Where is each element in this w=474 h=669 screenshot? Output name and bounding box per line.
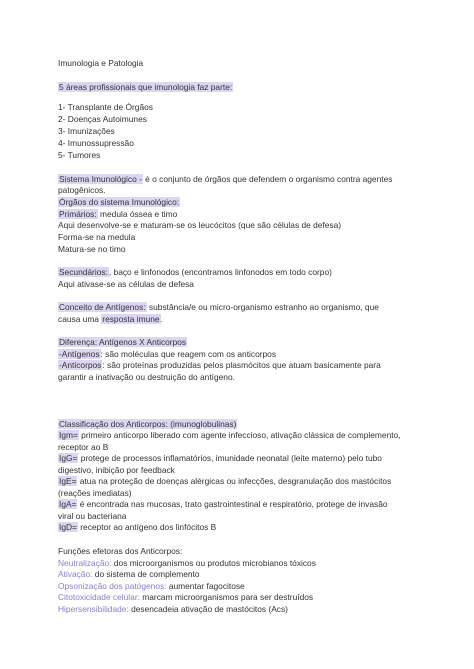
secundarios-line	[58, 267, 332, 277]
antigenos-line2-pre: causa uma	[58, 314, 102, 324]
funcao-term: Citotoxicidade celular:	[58, 592, 140, 602]
area-item: 2- Doenças Autoimunes	[58, 114, 147, 124]
igg-term: IgG=	[59, 453, 78, 463]
anticorpos-desc: : são proteínas produzidas pelos plasmócitos que atuam basicamente para	[102, 360, 381, 370]
orgaos-line: Forma-se na medula	[58, 232, 136, 242]
ige-line2: (reações imediatas)	[58, 488, 132, 498]
orgaos-line: Matura-se no timo	[58, 244, 126, 254]
igm-term: Igm=	[59, 430, 78, 440]
sistema-def: é o conjunto de órgãos que defendem o organismo contra agentes	[142, 174, 393, 184]
area-item: 1- Transplante de Órgãos	[58, 102, 153, 112]
igg-line2: digestivo, inibição por feedback	[58, 465, 175, 475]
diferenca-antigenos	[58, 349, 276, 359]
anticorpos-desc-cont: garantir a inativação ou destruição do antígeno.	[58, 372, 235, 382]
antigenos-text: substância/e ou micro-organismo estranho ao organismo, que	[146, 302, 379, 312]
iga-text: é encontrada nas mucosas, trato gastrointestinal e respiratório, protege de invasão	[77, 499, 388, 509]
sistema-term: Sistema Imunológico -	[59, 174, 142, 184]
iga-term: IgA=	[59, 499, 77, 509]
funcao-item	[58, 604, 288, 614]
classificacao-heading-text: Classificação dos Anticorpos: (imunoglobulinas)	[59, 419, 237, 429]
primarios-term: Primários:	[59, 209, 97, 219]
orgaos-heading-text: Órgãos do sistema Imunológico:	[59, 197, 180, 207]
secundarios-term: Secundários:	[59, 267, 108, 277]
funcao-text: dos microorganismos ou produtos microbianos tóxicos	[111, 558, 316, 568]
funcoes-heading: Funções efetoras dos Anticorpos:	[58, 546, 183, 556]
antigenos-line	[58, 302, 379, 312]
igg-text: protege de processos inflamatórios, imunidade neonatal (leite materno) pelo tubo	[78, 453, 382, 463]
classificacao-heading	[58, 419, 237, 429]
igd-text: receptor ao antígeno dos linfócitos B	[77, 522, 217, 532]
antigenos-label: -Antígenos	[59, 349, 100, 359]
doc-title: Imunologia e Patologia	[58, 58, 144, 68]
resposta-imune-highlight: resposta imune	[102, 314, 160, 324]
orgaos-heading	[58, 197, 180, 207]
antigenos-desc: : são moléculas que reagem com os anticorpos	[100, 349, 277, 359]
funcao-item	[58, 581, 245, 591]
ige-term: IgE=	[59, 476, 77, 486]
sistema-line	[58, 174, 392, 184]
antigenos-term: Conceito de Antígenos:	[59, 302, 146, 312]
ige-line	[58, 476, 391, 486]
areas-heading-text: 5 áreas profissionais que imunologia faz parte:	[59, 82, 233, 92]
funcao-term: Opsonização dos patógenos:	[58, 581, 167, 591]
funcao-text: aumentar fagocitose	[166, 581, 245, 591]
funcao-text: desencadeia ativação de mastócitos (Acs)	[128, 604, 288, 614]
funcao-term: Neutralização:	[58, 558, 112, 568]
funcao-text: do sistema de complemento	[92, 569, 200, 579]
funcao-item	[58, 569, 200, 579]
secundarios-line2: Aqui ativase-se as células de defesa	[58, 279, 194, 289]
funcao-item	[58, 558, 316, 568]
iga-line2: viral ou bacteriana	[58, 511, 127, 521]
igd-term: IgD=	[59, 522, 77, 532]
anticorpos-label: -Anticorpos	[59, 360, 102, 370]
antigenos-line2-post: .	[160, 314, 163, 324]
area-item: 3- Imunizações	[58, 126, 115, 136]
funcao-term: Ativação:	[58, 569, 93, 579]
orgaos-line: Aqui desenvolve-se e maturam-se os leucócitos (que são células de defesa)	[58, 220, 342, 230]
ige-text: atua na proteção de doenças alérgicas ou infecções, desgranulação dos mastócitos	[77, 476, 392, 486]
diferenca-heading	[58, 337, 187, 347]
sistema-def-cont: patogênicos.	[58, 185, 106, 195]
diferenca-heading-text: Diferença: Antígenos X Anticorpos	[59, 337, 187, 347]
funcao-term: Hipersensibilidade:	[58, 604, 129, 614]
funcao-text: marcam microorganismos para ser destruídos	[139, 592, 314, 602]
igm-line2: receptor ao B	[58, 442, 109, 452]
iga-line	[58, 499, 388, 509]
funcao-item	[58, 592, 313, 602]
antigenos-line2	[58, 314, 163, 324]
area-item: 5- Tumores	[58, 150, 101, 160]
diferenca-anticorpos	[58, 360, 381, 370]
secundarios-text: , baço e linfonodos (encontramos linfonodos em todo corpo)	[108, 267, 332, 277]
area-item: 4- Imunossupressão	[58, 138, 134, 148]
igm-text: primeiro anticorpo liberado com agente infeccioso, ativação clássica de complemento,	[78, 430, 401, 440]
igm-line	[58, 430, 401, 440]
primarios-text: medula óssea e timo	[97, 209, 178, 219]
areas-heading	[58, 82, 233, 92]
igg-line	[58, 453, 382, 463]
igd-line	[58, 522, 216, 532]
primarios-line	[58, 209, 177, 219]
